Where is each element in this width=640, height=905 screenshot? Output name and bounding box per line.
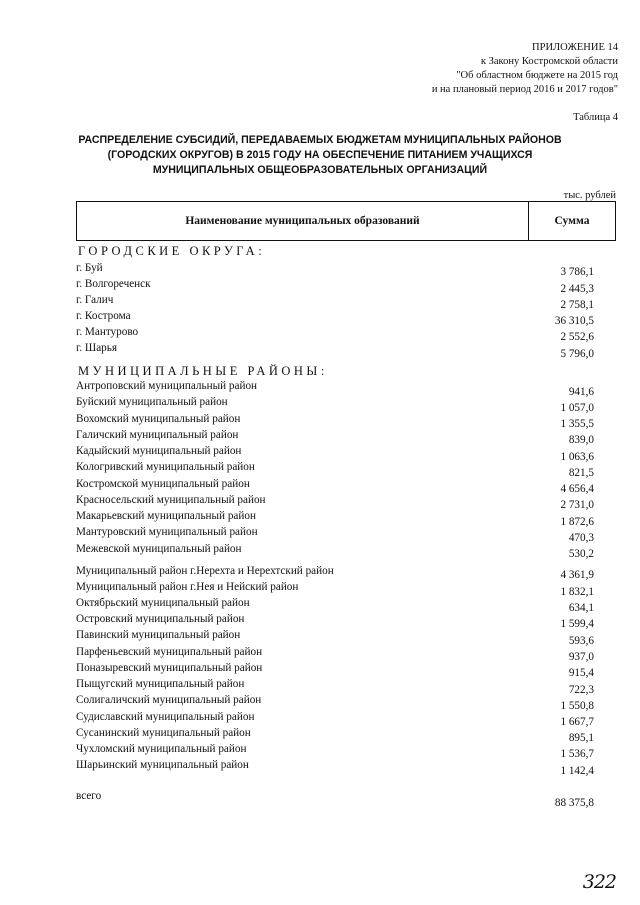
- table-row-value: 839,0: [568, 434, 594, 446]
- appendix-line: ПРИЛОЖЕНИЕ 14: [532, 42, 618, 53]
- table-row-name: г. Галич: [76, 294, 114, 306]
- law-period-line: и на плановый период 2016 и 2017 годов": [431, 84, 618, 95]
- table-row-name: г. Буй: [76, 262, 103, 274]
- table-header: [76, 201, 616, 241]
- table-row-value: 4 361,9: [560, 569, 594, 581]
- table-row-value: 1 599,4: [560, 618, 594, 630]
- table-row-name: Сусанинский муниципальный район: [76, 727, 251, 739]
- table-row-value: 895,1: [568, 732, 594, 744]
- table-row-value: 1 355,5: [560, 418, 594, 430]
- table-row-value: 530,2: [568, 548, 594, 560]
- table-row-value: 2 731,0: [560, 499, 594, 511]
- total-label: всего: [76, 790, 102, 802]
- table-number: Таблица 4: [573, 112, 618, 123]
- total-value: 88 375,8: [554, 797, 594, 809]
- table-row-name: Павинский муниципальный район: [76, 629, 241, 641]
- table-row-name: Буйский муниципальный район: [76, 396, 228, 408]
- table-row-name: Кологривский муниципальный район: [76, 461, 255, 473]
- column-header-sum: Сумма: [554, 215, 590, 227]
- units-label: тыс. рублей: [563, 190, 616, 201]
- table-row-name: Островский муниципальный район: [76, 613, 245, 625]
- table-row-name: Галичский муниципальный район: [76, 429, 239, 441]
- document-title-line-3: МУНИЦИПАЛЬНЫХ ОБЩЕОБРАЗОВАТЕЛЬНЫХ ОРГАНИЗАЦИЙ: [152, 164, 488, 176]
- table-row-value: 1 536,7: [560, 748, 594, 760]
- document-title-line-1: РАСПРЕДЕЛЕНИЕ СУБСИДИЙ, ПЕРЕДАВАЕМЫХ БЮДЖЕТАМ МУНИЦИПАЛЬНЫХ РАЙОНОВ: [78, 134, 562, 146]
- table-row-value: 2 445,3: [560, 283, 594, 295]
- page-number: 322: [582, 871, 616, 893]
- table-row-name: г. Кострома: [76, 310, 131, 322]
- table-row-value: 3 786,1: [560, 266, 594, 278]
- table-row-name: Кадыйский муниципальный район: [76, 445, 242, 457]
- table-row-value: 722,3: [568, 684, 594, 696]
- document-title-line-2: (ГОРОДСКИХ ОКРУГОВ) В 2015 ГОДУ НА ОБЕСПЕЧЕНИЕ ПИТАНИЕМ УЧАЩИХСЯ: [107, 149, 533, 161]
- table-row-name: Вохомский муниципальный район: [76, 413, 241, 425]
- table-row-name: Муниципальный район г.Нерехта и Нерехтский район: [76, 565, 334, 577]
- section-title-city-districts: ГОРОДСКИЕ ОКРУГА:: [78, 244, 266, 258]
- table-row-name: Красносельский муниципальный район: [76, 494, 266, 506]
- table-row-name: Макарьевский муниципальный район: [76, 510, 256, 522]
- table-row-value: 915,4: [568, 667, 594, 679]
- table-row-value: 1 063,6: [560, 451, 594, 463]
- table-row-name: Чухломский муниципальный район: [76, 743, 247, 755]
- table-row-name: Солигаличский муниципальный район: [76, 694, 262, 706]
- table-row-value: 937,0: [568, 651, 594, 663]
- table-row-value: 1 832,1: [560, 586, 594, 598]
- table-row-value: 1 667,7: [560, 716, 594, 728]
- table-row-value: 5 796,0: [560, 348, 594, 360]
- table-row-name: Парфеньевский муниципальный район: [76, 646, 263, 658]
- table-row-name: Муниципальный район г.Нея и Нейский район: [76, 581, 299, 593]
- table-row-value: 1 057,0: [560, 402, 594, 414]
- table-row-value: 1 872,6: [560, 516, 594, 528]
- table-row-name: Межевской муниципальный район: [76, 543, 242, 555]
- table-row-value: 36 310,5: [554, 315, 594, 327]
- table-row-value: 941,6: [568, 386, 594, 398]
- law-reference-line: к Закону Костромской области: [480, 56, 618, 67]
- table-row-value: 634,1: [568, 602, 594, 614]
- table-row-value: 821,5: [568, 467, 594, 479]
- table-row-name: Антроповский муниципальный район: [76, 380, 258, 392]
- table-row-name: г. Мантурово: [76, 326, 139, 338]
- law-title-line: "Об областном бюджете на 2015 год: [456, 70, 618, 81]
- column-header-name: Наименование муниципальных образований: [77, 202, 529, 240]
- table-row-name: Пыщугский муниципальный район: [76, 678, 245, 690]
- table-row-value: 1 550,8: [560, 700, 594, 712]
- section-title-municipal-districts: МУНИЦИПАЛЬНЫЕ РАЙОНЫ:: [78, 364, 328, 378]
- table-row-name: Мантуровский муниципальный район: [76, 526, 258, 538]
- table-row-value: 470,3: [568, 532, 594, 544]
- table-row-name: Шарьинский муниципальный район: [76, 759, 249, 771]
- table-row-value: 2 758,1: [560, 299, 594, 311]
- table-row-value: 4 656,4: [560, 483, 594, 495]
- table-row-name: Костромской муниципальный район: [76, 478, 250, 490]
- table-row-name: г. Шарья: [76, 342, 118, 354]
- table-row-value: 593,6: [568, 635, 594, 647]
- table-row-name: Судиславский муниципальный район: [76, 711, 255, 723]
- table-row-name: Поназыревский муниципальный район: [76, 662, 263, 674]
- table-row-value: 1 142,4: [560, 765, 594, 777]
- table-row-name: г. Волгореченск: [76, 278, 151, 290]
- table-row-value: 2 552,6: [560, 331, 594, 343]
- table-row-name: Октябрьский муниципальный район: [76, 597, 250, 609]
